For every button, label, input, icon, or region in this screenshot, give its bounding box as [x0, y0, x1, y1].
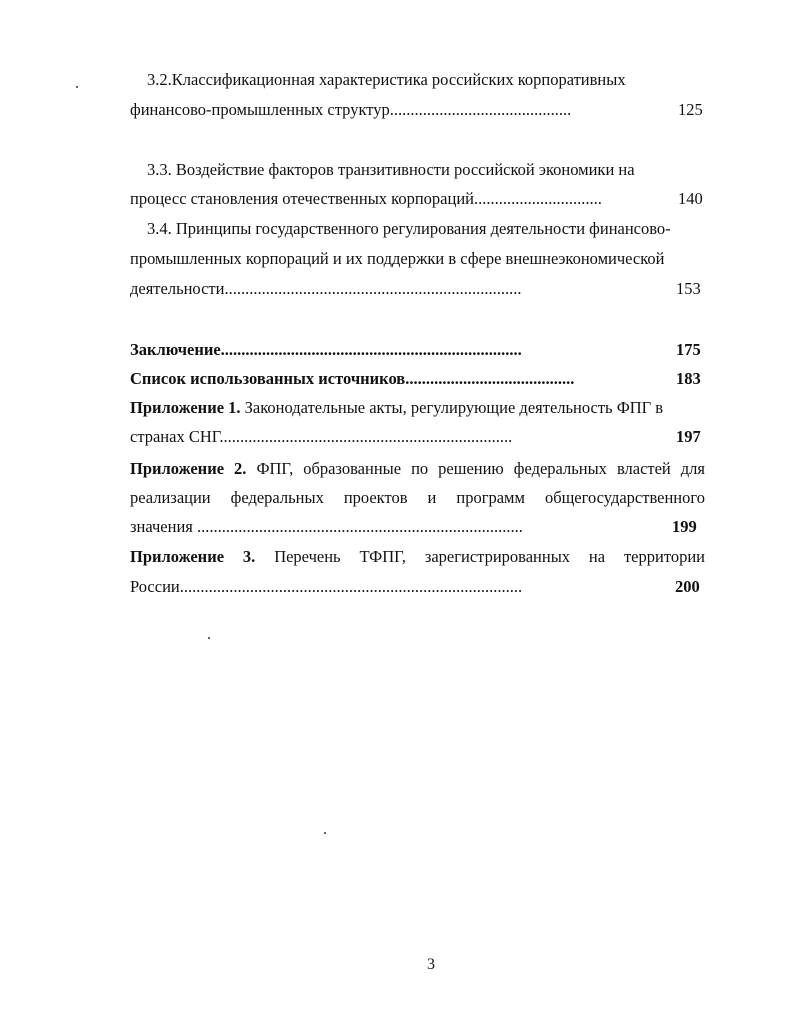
toc-appendix-2-line2: реализации федеральных проектов и программ общегосударственного — [130, 488, 705, 507]
toc-entry-3-2-line1: 3.2.Классификационная характеристика российских корпоративных — [147, 70, 626, 89]
toc-entry-3-4-line2: промышленных корпораций и их поддержки в сфере внешнеэкономической — [130, 249, 665, 268]
toc-entry-3-4-line1: 3.4. Принципы государственного регулирования деятельности финансово- — [147, 219, 671, 238]
toc-entry-3-4-line3: деятельности........................................................................ — [130, 279, 522, 298]
toc-sources: Список использованных источников......................................... — [130, 369, 575, 388]
toc-appendix-2-page: 199 — [672, 517, 697, 536]
toc-conclusion-page: 175 — [676, 340, 701, 359]
toc-appendix-3-page: 200 — [675, 577, 700, 596]
toc-appendix-3-title: Перечень ТФПГ, зарегистрированных на территории — [274, 547, 705, 566]
page-number: 3 — [427, 956, 435, 973]
toc-appendix-1-line1 — [130, 398, 663, 418]
toc-appendix-2-line1 — [130, 459, 705, 479]
toc-appendix-2-label: Приложение 2. — [130, 459, 247, 478]
toc-appendix-2-title: ФПГ, образованные по решению федеральных властей для — [256, 459, 705, 478]
toc-entry-3-2-line2: финансово-промышленных структур............................................ — [130, 100, 572, 119]
toc-entry-3-3-line1: 3.3. Воздействие факторов транзитивности российской экономики на — [147, 160, 635, 179]
toc-entry-3-3-line2: процесс становления отечественных корпораций............................... — [130, 189, 602, 208]
toc-appendix-3-line1 — [130, 547, 705, 567]
toc-entry-3-3-page: 140 — [678, 189, 703, 208]
scan-speck — [324, 832, 326, 834]
toc-appendix-3-label: Приложение 3. — [130, 547, 256, 566]
toc-appendix-1-label: Приложение 1. — [130, 398, 241, 417]
toc-appendix-2-line3: значения ............................................................................... — [130, 517, 523, 536]
scan-speck — [76, 86, 78, 88]
toc-appendix-1-line2: странах СНГ....................................................................... — [130, 427, 513, 446]
toc-entry-3-4-page: 153 — [676, 279, 701, 298]
toc-conclusion: Заключение......................................................................... — [130, 340, 522, 359]
toc-sources-page: 183 — [676, 369, 701, 388]
toc-appendix-1-title: Законодательные акты, регулирующие деятельность ФПГ в — [244, 398, 664, 417]
toc-entry-3-2-page: 125 — [678, 100, 703, 119]
scan-speck — [208, 637, 210, 639]
toc-appendix-1-page: 197 — [676, 427, 701, 446]
toc-appendix-3-line2: России................................................................................... — [130, 577, 523, 596]
